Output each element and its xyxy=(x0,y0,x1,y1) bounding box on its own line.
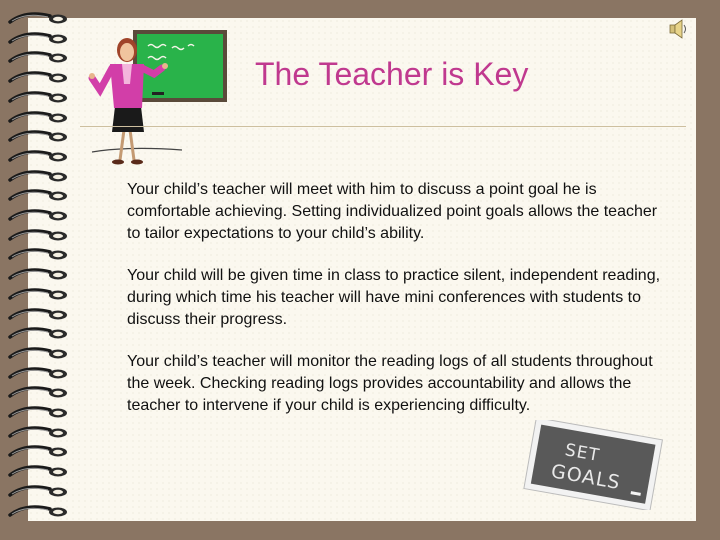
spiral-binding xyxy=(0,10,80,530)
binding-ring xyxy=(6,30,70,44)
binding-ring xyxy=(6,10,70,24)
binding-ring xyxy=(6,187,70,201)
binding-ring xyxy=(6,246,70,260)
binding-ring xyxy=(6,325,70,339)
paragraph-independent-reading: Your child will be given time in class to practice silent, independent reading, during which time his teacher will have mini conferences with students to discuss their progress. xyxy=(127,267,661,328)
binding-ring xyxy=(6,424,70,438)
title-divider xyxy=(80,126,686,127)
binding-ring xyxy=(6,69,70,83)
paragraph-reading-logs: Your child’s teacher will monitor the reading logs of all students throughout the week. Checking reading logs provides accountability and allows the teacher to intervene if your child is experiencing difficulty. xyxy=(127,353,653,414)
binding-ring xyxy=(6,266,70,280)
slide-title: The Teacher is Key xyxy=(255,56,529,92)
binding-ring xyxy=(6,365,70,379)
binding-ring xyxy=(6,227,70,241)
set-goals-chalkboard xyxy=(517,420,667,515)
speaker-icon[interactable] xyxy=(669,18,689,45)
teacher-illustration xyxy=(88,28,233,175)
set-goals-text-line2: GOALS xyxy=(549,460,623,495)
binding-ring xyxy=(6,443,70,457)
binding-ring xyxy=(6,49,70,63)
binding-ring xyxy=(6,286,70,300)
binding-ring xyxy=(6,168,70,182)
binding-ring xyxy=(6,207,70,221)
binding-ring xyxy=(6,89,70,103)
binding-ring xyxy=(6,384,70,398)
binding-ring xyxy=(6,404,70,418)
binding-ring xyxy=(6,128,70,142)
binding-ring xyxy=(6,306,70,320)
binding-ring xyxy=(6,148,70,162)
set-goals-text-line1: SET xyxy=(563,440,602,467)
binding-ring xyxy=(6,503,70,517)
binding-ring xyxy=(6,483,70,497)
binding-ring xyxy=(6,463,70,477)
binding-ring xyxy=(6,109,70,123)
paragraph-goal-setting: Your child’s teacher will meet with him to discuss a point goal he is comfortable achieving. Setting individualized point goals allows the teacher to tailor expectations to your child’s ability. xyxy=(127,181,658,242)
binding-ring xyxy=(6,345,70,359)
